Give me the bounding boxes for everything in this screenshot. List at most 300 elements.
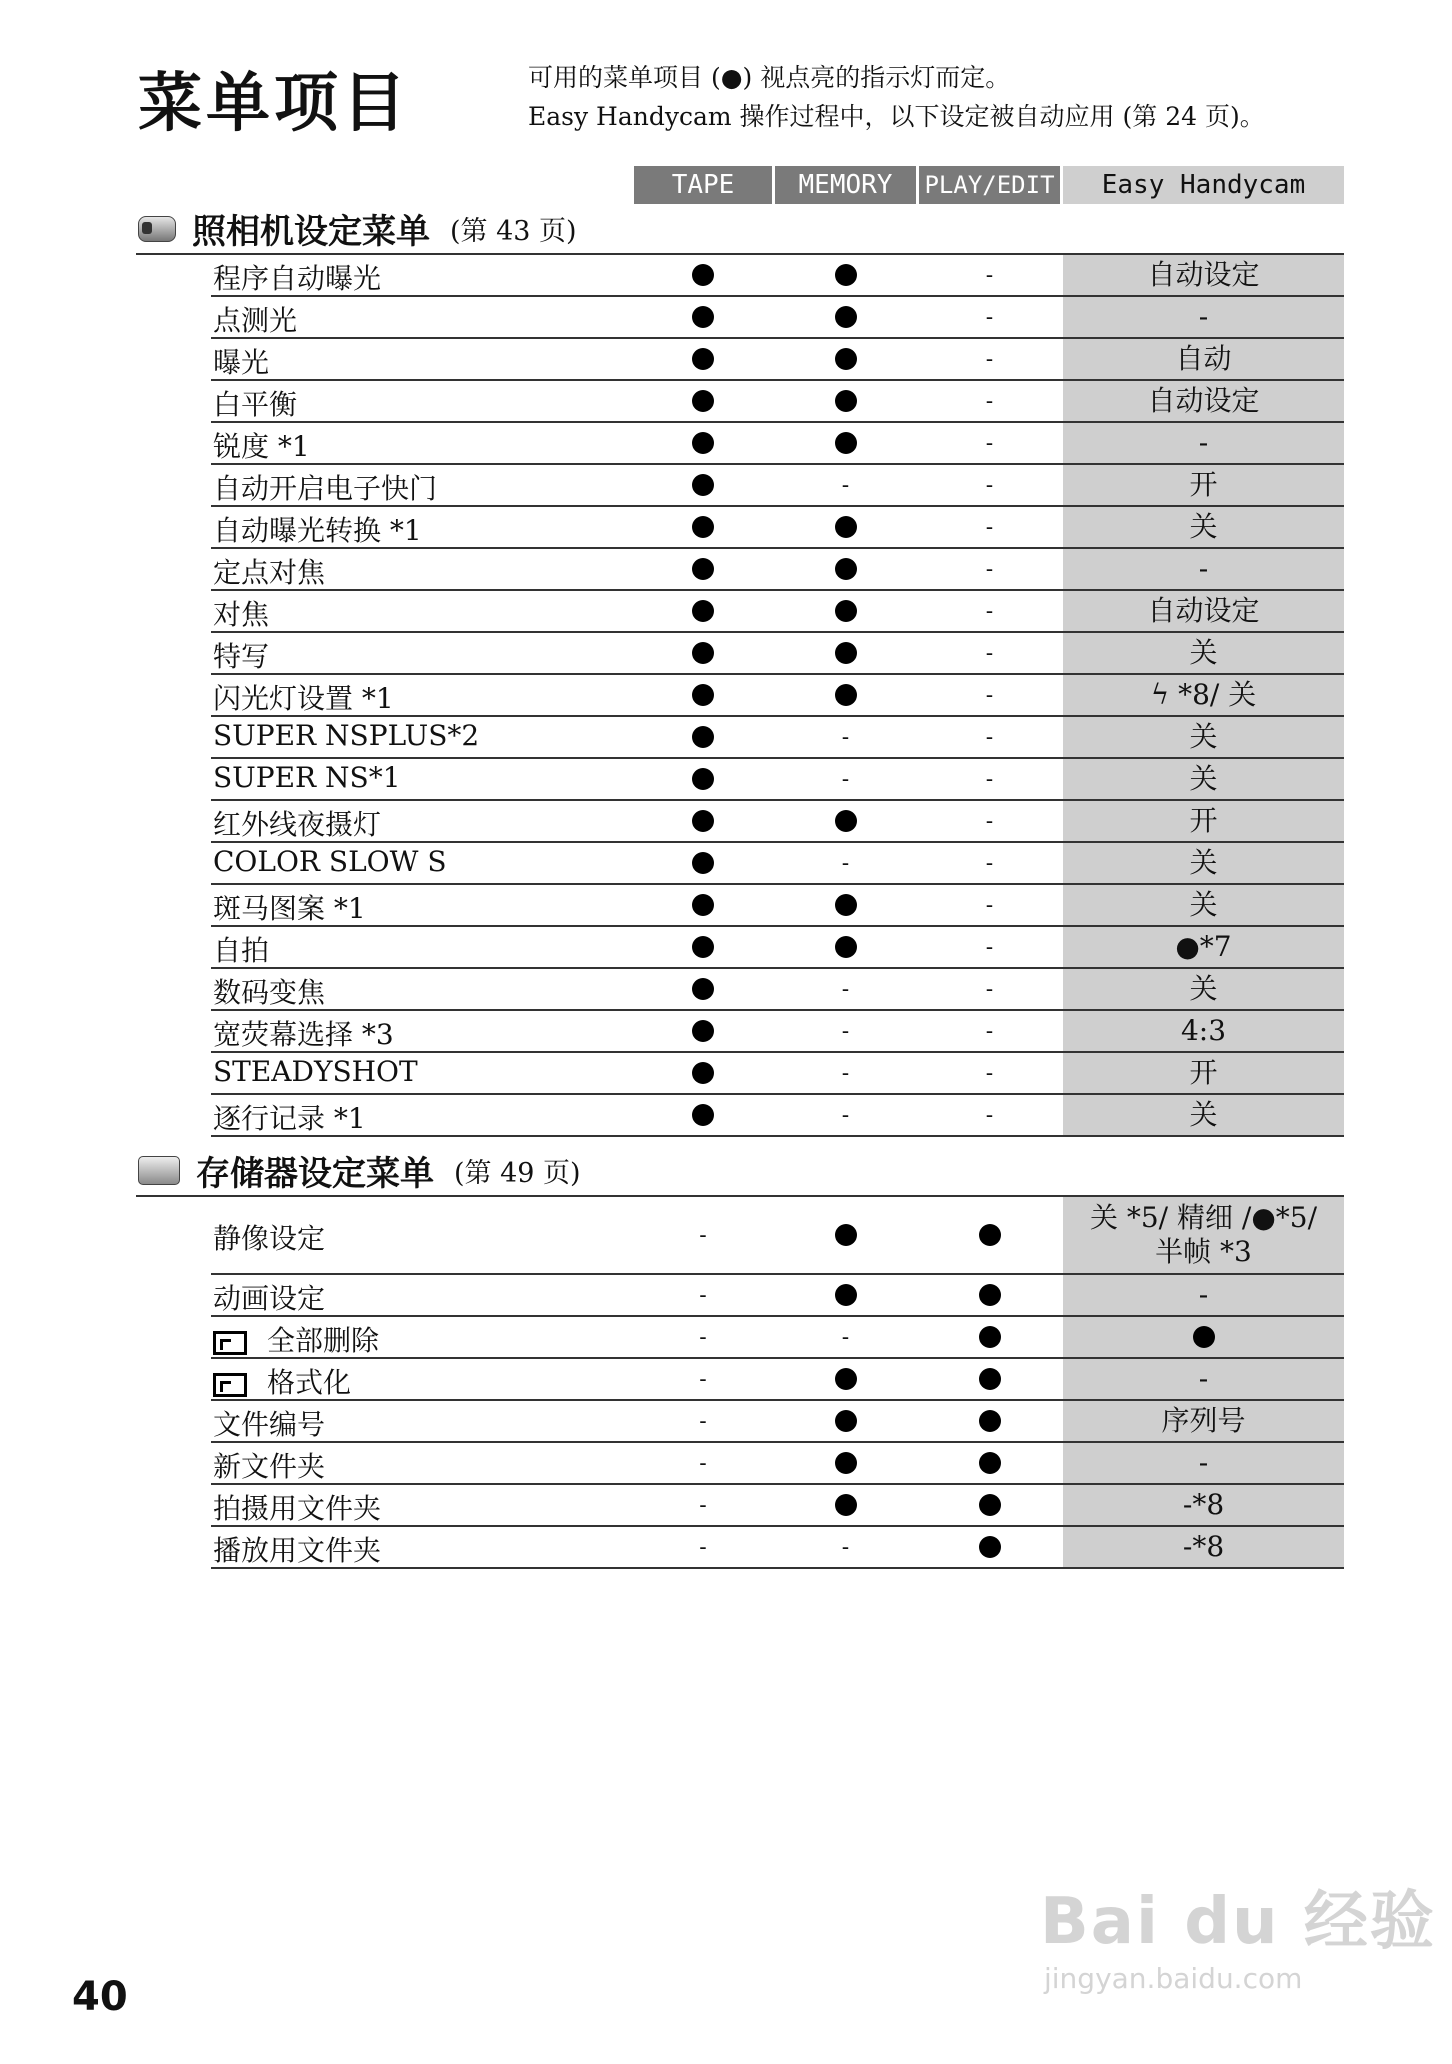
dash: - bbox=[841, 724, 850, 750]
cell-memory bbox=[775, 297, 916, 337]
cell-easy-handycam bbox=[1063, 549, 1344, 589]
dash: - bbox=[985, 304, 994, 330]
dash: - bbox=[985, 514, 994, 540]
page-title: 菜单项目 bbox=[138, 67, 410, 141]
easy-value: - bbox=[1198, 552, 1209, 585]
menu-item-name bbox=[213, 845, 447, 878]
cell-easy-handycam bbox=[1063, 885, 1344, 925]
menu-item-label: 锐度 *1 bbox=[213, 430, 310, 463]
menu-item-name bbox=[213, 1013, 394, 1053]
available-dot-icon bbox=[692, 726, 714, 748]
menu-item-name bbox=[213, 761, 401, 794]
cell-play bbox=[919, 549, 1060, 589]
available-dot-icon bbox=[835, 390, 857, 412]
menu-item-name bbox=[213, 1097, 366, 1137]
menu-item-label: 白平衡 bbox=[213, 388, 298, 421]
easy-value: 关 bbox=[1189, 846, 1218, 879]
memory-card-icon bbox=[138, 1155, 182, 1185]
available-dot-icon bbox=[835, 1368, 857, 1390]
menu-item-label: 斑马图案 *1 bbox=[213, 892, 366, 925]
cell-memory bbox=[775, 675, 916, 715]
watermark-logo bbox=[1040, 1870, 1436, 1995]
available-dot-icon bbox=[835, 1494, 857, 1516]
table-row bbox=[211, 339, 1344, 381]
cell-tape bbox=[634, 465, 772, 505]
available-dot-icon bbox=[692, 1020, 714, 1042]
cell-memory bbox=[775, 465, 916, 505]
easy-value: 自动 bbox=[1175, 342, 1232, 375]
cell-play bbox=[919, 1359, 1060, 1399]
cell-play bbox=[919, 339, 1060, 379]
available-dot-icon bbox=[1193, 1326, 1215, 1348]
dash: - bbox=[699, 1450, 707, 1476]
available-dot-icon bbox=[835, 516, 857, 538]
easy-value: 自动设定 bbox=[1147, 384, 1260, 417]
cell-tape bbox=[634, 591, 772, 631]
cell-memory bbox=[775, 1485, 916, 1525]
menu-item-label: 特写 bbox=[213, 640, 270, 673]
menu-item-name bbox=[213, 971, 325, 1011]
cell-easy-handycam bbox=[1063, 381, 1344, 421]
available-dot-icon bbox=[979, 1494, 1001, 1516]
cell-play bbox=[919, 675, 1060, 715]
menu-item-name bbox=[213, 425, 310, 465]
table-row bbox=[211, 969, 1344, 1011]
cell-easy-handycam bbox=[1063, 1359, 1344, 1399]
table-row bbox=[211, 927, 1344, 969]
cell-play bbox=[919, 507, 1060, 547]
section-page-ref: (第 43 页) bbox=[450, 215, 577, 247]
menu-item-label: 文件编号 bbox=[213, 1408, 326, 1441]
easy-value: - bbox=[1198, 1446, 1209, 1479]
menu-item-label: 拍摄用文件夹 bbox=[213, 1492, 382, 1525]
cell-easy-handycam bbox=[1063, 1197, 1344, 1273]
menu-item-label: 自动开启电子快门 bbox=[213, 472, 438, 505]
cell-play bbox=[919, 1095, 1060, 1135]
cell-memory bbox=[775, 633, 916, 673]
menu-item-name bbox=[213, 593, 269, 633]
cell-memory bbox=[775, 549, 916, 589]
cell-easy-handycam bbox=[1063, 465, 1344, 505]
available-dot-icon bbox=[692, 978, 714, 1000]
menu-item-name bbox=[213, 383, 297, 423]
dash: - bbox=[985, 934, 994, 960]
easy-value: 关 bbox=[1189, 1098, 1218, 1131]
available-dot-icon bbox=[692, 390, 714, 412]
available-dot-icon bbox=[692, 894, 714, 916]
table-row bbox=[211, 1485, 1344, 1527]
easy-value: 开 bbox=[1189, 468, 1218, 501]
table-row bbox=[211, 1401, 1344, 1443]
dash: - bbox=[985, 388, 994, 414]
dash: - bbox=[841, 1060, 850, 1086]
cell-memory bbox=[775, 423, 916, 463]
easy-value: 4:3 bbox=[1180, 1014, 1227, 1047]
table-row bbox=[211, 675, 1344, 717]
menu-item-name bbox=[213, 1055, 418, 1088]
dash: - bbox=[841, 1018, 850, 1044]
cell-easy-handycam bbox=[1063, 1401, 1344, 1441]
cell-tape bbox=[634, 1401, 772, 1441]
watermark-main: Bai du 经验 bbox=[1040, 1885, 1436, 1959]
dash: - bbox=[699, 1408, 707, 1434]
cell-tape bbox=[634, 507, 772, 547]
dash: - bbox=[699, 1492, 707, 1518]
available-dot-icon bbox=[835, 600, 857, 622]
menu-item-label: 红外线夜摄灯 bbox=[213, 808, 382, 841]
menu-item-name bbox=[213, 677, 394, 717]
cell-play bbox=[919, 885, 1060, 925]
cell-memory bbox=[775, 255, 916, 295]
menu-item-name bbox=[213, 341, 269, 381]
cell-tape bbox=[634, 675, 772, 715]
dash: - bbox=[699, 1222, 707, 1248]
table-row bbox=[211, 1011, 1344, 1053]
available-dot-icon bbox=[835, 264, 857, 286]
table-row bbox=[211, 843, 1344, 885]
available-dot-icon bbox=[692, 684, 714, 706]
easy-value: 开 bbox=[1189, 804, 1218, 837]
menu-item-label: 宽荧幕选择 *3 bbox=[213, 1018, 394, 1051]
available-dot-icon bbox=[692, 264, 714, 286]
cell-tape bbox=[634, 633, 772, 673]
available-dot-icon bbox=[692, 642, 714, 664]
menu-item-name bbox=[213, 1217, 325, 1257]
menu-item-label: 逐行记录 *1 bbox=[213, 1102, 366, 1135]
dash: - bbox=[985, 1102, 994, 1128]
dash: - bbox=[985, 766, 994, 792]
available-dot-icon bbox=[692, 768, 714, 790]
cell-easy-handycam bbox=[1063, 633, 1344, 673]
cell-tape bbox=[634, 1527, 772, 1567]
available-dot-icon bbox=[979, 1536, 1001, 1558]
available-dot-icon bbox=[835, 810, 857, 832]
cell-easy-handycam bbox=[1063, 591, 1344, 631]
cell-easy-handycam bbox=[1063, 297, 1344, 337]
cell-memory bbox=[775, 1095, 916, 1135]
menu-item-label: 全部删除 bbox=[267, 1324, 380, 1357]
cell-play bbox=[919, 1485, 1060, 1525]
menu-item-label: SUPER NS*1 bbox=[213, 761, 401, 794]
cell-play bbox=[919, 465, 1060, 505]
cell-memory bbox=[775, 381, 916, 421]
menu-item-name bbox=[213, 467, 437, 507]
cell-play bbox=[919, 1053, 1060, 1093]
cell-play bbox=[919, 1197, 1060, 1273]
cell-memory bbox=[775, 1317, 916, 1357]
cell-tape bbox=[634, 1443, 772, 1483]
menu-item-label: SUPER NSPLUS*2 bbox=[213, 719, 480, 752]
cell-easy-handycam bbox=[1063, 255, 1344, 295]
available-dot-icon bbox=[835, 558, 857, 580]
table-row bbox=[211, 1443, 1344, 1485]
cell-memory bbox=[775, 843, 916, 883]
cell-memory bbox=[775, 1275, 916, 1315]
available-dot-icon bbox=[979, 1326, 1001, 1348]
cell-tape bbox=[634, 759, 772, 799]
cell-easy-handycam bbox=[1063, 759, 1344, 799]
menu-item-label: STEADYSHOT bbox=[213, 1055, 418, 1088]
dash: - bbox=[841, 1324, 850, 1350]
available-dot-icon bbox=[835, 894, 857, 916]
cell-tape bbox=[634, 969, 772, 1009]
section-header bbox=[136, 1145, 1344, 1197]
available-dot-icon bbox=[835, 642, 857, 664]
dash: - bbox=[985, 892, 994, 918]
table-row bbox=[211, 1197, 1344, 1275]
cell-play bbox=[919, 423, 1060, 463]
table-row bbox=[211, 255, 1344, 297]
table-row bbox=[211, 1095, 1344, 1137]
intro-line-1: 可用的菜单项目 (●) 视点亮的指示灯而定。 bbox=[528, 63, 1011, 92]
table-row bbox=[211, 633, 1344, 675]
available-dot-icon bbox=[835, 1452, 857, 1474]
menu-item-name bbox=[213, 1319, 379, 1359]
cell-tape bbox=[634, 843, 772, 883]
cell-tape bbox=[634, 1317, 772, 1357]
easy-value: 关 bbox=[1189, 510, 1218, 543]
menu-item-label: 闪光灯设置 *1 bbox=[213, 682, 394, 715]
cell-play bbox=[919, 297, 1060, 337]
available-dot-icon bbox=[692, 516, 714, 538]
dash: - bbox=[985, 1060, 994, 1086]
easy-value: 序列号 bbox=[1161, 1404, 1246, 1437]
cell-memory bbox=[775, 591, 916, 631]
menu-item-label: 播放用文件夹 bbox=[213, 1534, 382, 1567]
cell-memory bbox=[775, 969, 916, 1009]
available-dot-icon bbox=[692, 600, 714, 622]
column-header-memory: MEMORY bbox=[775, 166, 916, 204]
menu-item-label: COLOR SLOW S bbox=[213, 845, 447, 878]
cell-tape bbox=[634, 1275, 772, 1315]
cell-play bbox=[919, 1443, 1060, 1483]
easy-value: 开 bbox=[1189, 1056, 1218, 1089]
table-row bbox=[211, 1053, 1344, 1095]
cell-memory bbox=[775, 1443, 916, 1483]
menu-item-name bbox=[213, 1277, 325, 1317]
cell-easy-handycam bbox=[1063, 675, 1344, 715]
dash: - bbox=[985, 724, 994, 750]
menu-item-name bbox=[213, 887, 366, 927]
cell-easy-handycam bbox=[1063, 1485, 1344, 1525]
cell-tape bbox=[634, 1485, 772, 1525]
cell-tape bbox=[634, 423, 772, 463]
cell-easy-handycam bbox=[1063, 1317, 1344, 1357]
dash: - bbox=[699, 1282, 707, 1308]
available-dot-icon bbox=[692, 936, 714, 958]
cell-tape bbox=[634, 381, 772, 421]
available-dot-icon bbox=[835, 1224, 857, 1246]
menu-item-name bbox=[213, 1529, 381, 1569]
cell-play bbox=[919, 1401, 1060, 1441]
available-dot-icon bbox=[835, 306, 857, 328]
cell-memory bbox=[775, 927, 916, 967]
easy-value: 自动设定 bbox=[1147, 594, 1260, 627]
available-dot-icon bbox=[692, 474, 714, 496]
menu-item-name bbox=[213, 1487, 381, 1527]
cell-play bbox=[919, 255, 1060, 295]
menu-item-name bbox=[213, 1361, 351, 1401]
menu-item-name bbox=[213, 1403, 325, 1443]
dash: - bbox=[985, 640, 994, 666]
easy-value: ϟ *8/ 关 bbox=[1150, 678, 1257, 711]
easy-value: 自动设定 bbox=[1147, 258, 1260, 291]
cell-easy-handycam bbox=[1063, 423, 1344, 463]
table-row bbox=[211, 1527, 1344, 1569]
easy-value: 关 bbox=[1189, 636, 1218, 669]
easy-value-line: 关 *5/ 精细 /●*5/ bbox=[1089, 1201, 1318, 1234]
cell-play bbox=[919, 717, 1060, 757]
cell-memory bbox=[775, 1011, 916, 1051]
cell-tape bbox=[634, 339, 772, 379]
dash: - bbox=[841, 472, 850, 498]
easy-value: - bbox=[1198, 1278, 1209, 1311]
cell-easy-handycam bbox=[1063, 1011, 1344, 1051]
available-dot-icon bbox=[692, 558, 714, 580]
menu-item-label: 点测光 bbox=[213, 304, 298, 337]
menu-item-name bbox=[213, 299, 297, 339]
cell-easy-handycam bbox=[1063, 1443, 1344, 1483]
easy-value: -*8 bbox=[1182, 1488, 1225, 1521]
cell-tape bbox=[634, 1095, 772, 1135]
cell-easy-handycam bbox=[1063, 717, 1344, 757]
menu-item-label: 新文件夹 bbox=[213, 1450, 326, 1483]
available-dot-icon bbox=[979, 1368, 1001, 1390]
available-dot-icon bbox=[692, 1062, 714, 1084]
cell-tape bbox=[634, 717, 772, 757]
available-dot-icon bbox=[692, 306, 714, 328]
menu-item-label: 自动曝光转换 *1 bbox=[213, 514, 422, 547]
table-row bbox=[211, 717, 1344, 759]
cell-play bbox=[919, 927, 1060, 967]
cell-memory bbox=[775, 801, 916, 841]
table-row bbox=[211, 297, 1344, 339]
cell-tape bbox=[634, 801, 772, 841]
easy-value: ●*7 bbox=[1175, 930, 1232, 963]
cell-tape bbox=[634, 297, 772, 337]
cell-tape bbox=[634, 255, 772, 295]
available-dot-icon bbox=[692, 1104, 714, 1126]
available-dot-icon bbox=[979, 1224, 1001, 1246]
menu-item-name bbox=[213, 803, 381, 843]
available-dot-icon bbox=[835, 432, 857, 454]
table-row bbox=[211, 1275, 1344, 1317]
cell-easy-handycam bbox=[1063, 1095, 1344, 1135]
dash: - bbox=[985, 556, 994, 582]
cell-tape bbox=[634, 1359, 772, 1399]
available-dot-icon bbox=[692, 852, 714, 874]
cell-play bbox=[919, 843, 1060, 883]
available-dot-icon bbox=[979, 1410, 1001, 1432]
cell-play bbox=[919, 1011, 1060, 1051]
section-page-ref: (第 49 页) bbox=[454, 1157, 581, 1189]
dash: - bbox=[985, 1018, 994, 1044]
column-header-play-edit: PLAY/EDIT bbox=[919, 166, 1060, 204]
camera-icon bbox=[138, 213, 178, 243]
section-title: 照相机设定菜单 bbox=[192, 211, 430, 252]
cell-play bbox=[919, 381, 1060, 421]
easy-value-line: 半帧 *3 bbox=[1155, 1235, 1252, 1268]
cell-play bbox=[919, 1317, 1060, 1357]
page-number: 40 bbox=[72, 1974, 128, 2020]
easy-value: - bbox=[1198, 426, 1209, 459]
menu-item-name bbox=[213, 635, 269, 675]
column-header-tape: TAPE bbox=[634, 166, 772, 204]
cell-play bbox=[919, 759, 1060, 799]
table-row bbox=[211, 423, 1344, 465]
menu-item-label: 动画设定 bbox=[213, 1282, 326, 1315]
cell-easy-handycam bbox=[1063, 339, 1344, 379]
dash: - bbox=[841, 850, 850, 876]
dash: - bbox=[841, 766, 850, 792]
available-dot-icon bbox=[835, 348, 857, 370]
cell-memory bbox=[775, 1359, 916, 1399]
available-dot-icon bbox=[979, 1284, 1001, 1306]
available-dot-icon bbox=[692, 348, 714, 370]
available-dot-icon bbox=[692, 432, 714, 454]
column-header-easy-handycam: Easy Handycam bbox=[1063, 166, 1344, 204]
section-title: 存储器设定菜单 bbox=[196, 1153, 434, 1194]
dash: - bbox=[985, 472, 994, 498]
cell-memory bbox=[775, 717, 916, 757]
table-row bbox=[211, 801, 1344, 843]
cell-easy-handycam bbox=[1063, 1527, 1344, 1567]
section-header bbox=[136, 203, 1344, 255]
easy-value: 关 bbox=[1189, 888, 1218, 921]
cell-play bbox=[919, 801, 1060, 841]
dash: - bbox=[699, 1324, 707, 1350]
easy-value: - bbox=[1198, 300, 1209, 333]
available-dot-icon bbox=[835, 936, 857, 958]
dash: - bbox=[985, 346, 994, 372]
cell-memory bbox=[775, 339, 916, 379]
cell-tape bbox=[634, 885, 772, 925]
cell-easy-handycam bbox=[1063, 801, 1344, 841]
cell-play bbox=[919, 969, 1060, 1009]
easy-value: 关 bbox=[1189, 720, 1218, 753]
watermark-url: jingyan.baidu.com bbox=[1044, 1962, 1303, 1995]
table-row bbox=[211, 1359, 1344, 1401]
menu-item-name bbox=[213, 719, 479, 752]
cell-play bbox=[919, 633, 1060, 673]
intro-line-2: Easy Handycam 操作过程中，以下设定被自动应用 (第 24 页)。 bbox=[528, 102, 1265, 131]
dash: - bbox=[699, 1534, 707, 1560]
cell-easy-handycam bbox=[1063, 969, 1344, 1009]
cell-easy-handycam bbox=[1063, 843, 1344, 883]
cell-tape bbox=[634, 1197, 772, 1273]
dash: - bbox=[841, 1534, 850, 1560]
intro-text bbox=[528, 58, 1265, 136]
menu-item-label: 数码变焦 bbox=[213, 976, 326, 1009]
cell-memory bbox=[775, 1401, 916, 1441]
cell-memory bbox=[775, 1527, 916, 1567]
table-row bbox=[211, 591, 1344, 633]
table-row bbox=[211, 381, 1344, 423]
dash: - bbox=[985, 808, 994, 834]
cell-tape bbox=[634, 1011, 772, 1051]
memory-card-icon bbox=[213, 1373, 247, 1397]
available-dot-icon bbox=[835, 1410, 857, 1432]
menu-item-name bbox=[213, 1445, 325, 1485]
menu-item-name bbox=[213, 257, 381, 297]
dash: - bbox=[985, 976, 994, 1002]
table-row bbox=[211, 759, 1344, 801]
dash: - bbox=[841, 976, 850, 1002]
dash: - bbox=[985, 262, 994, 288]
dash: - bbox=[985, 682, 994, 708]
menu-item-label: 定点对焦 bbox=[213, 556, 326, 589]
menu-item-label: 程序自动曝光 bbox=[213, 262, 382, 295]
